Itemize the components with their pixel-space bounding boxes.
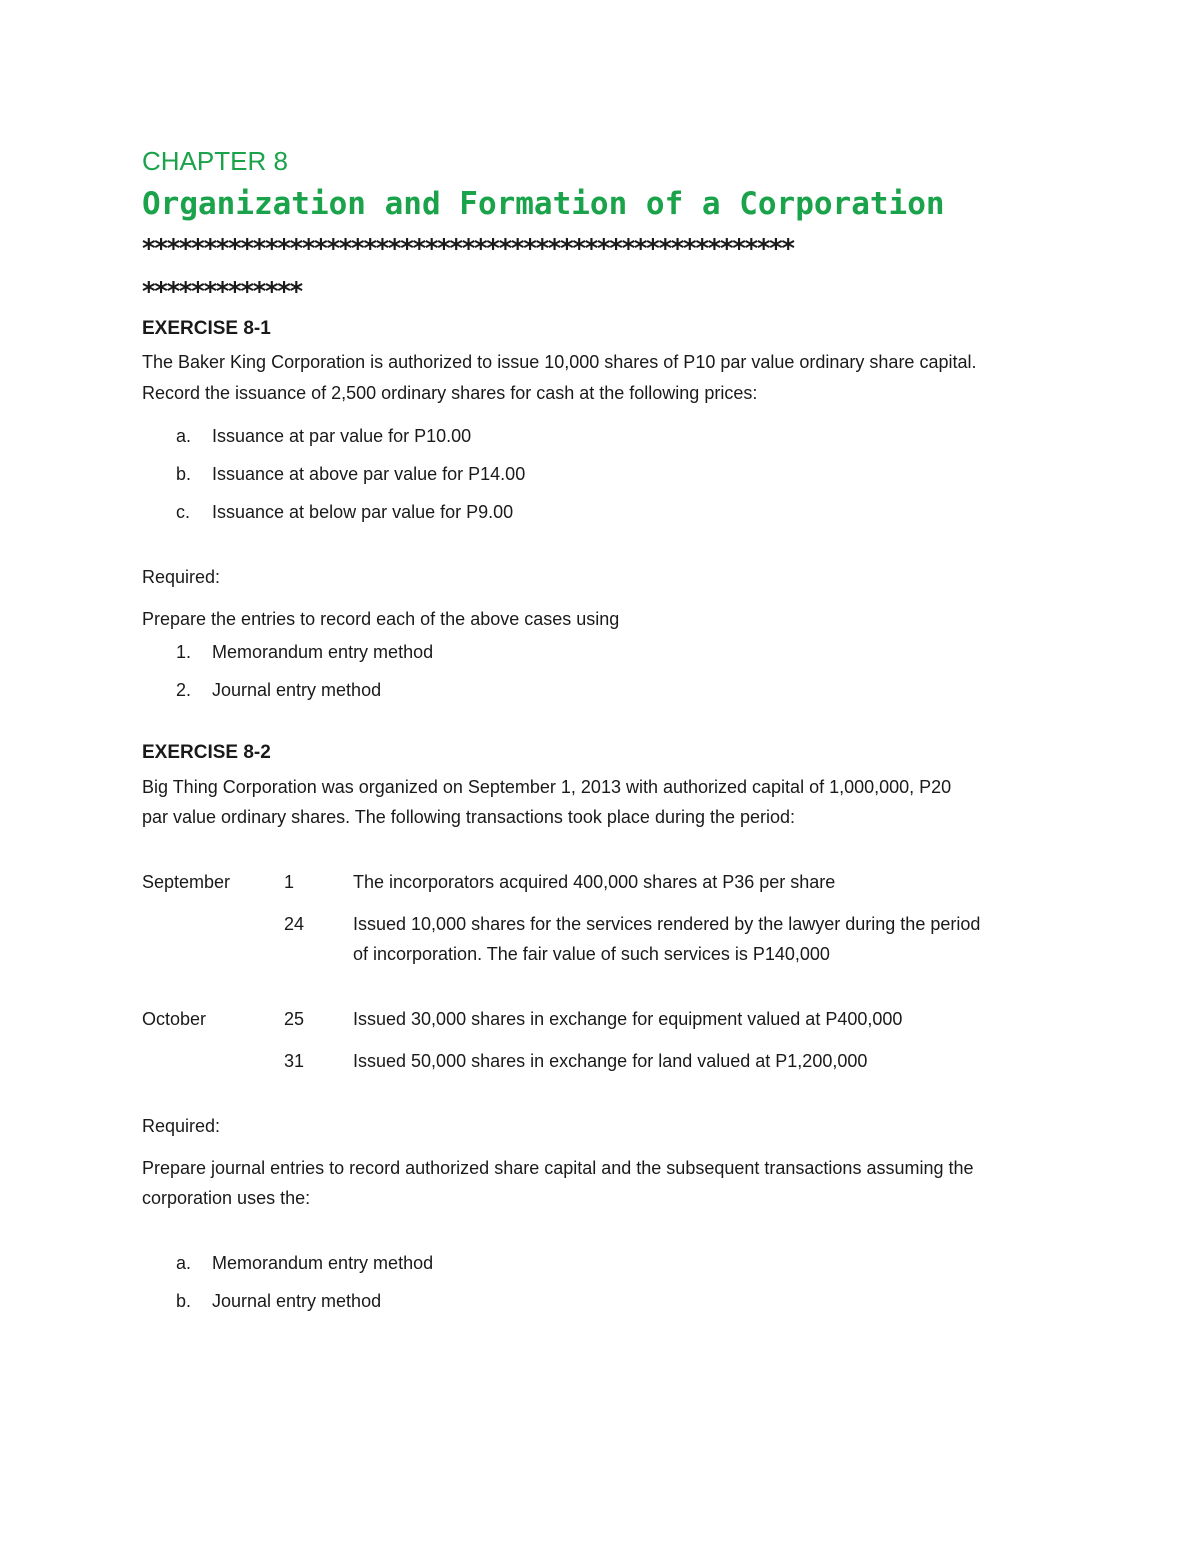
list-text: Issuance at par value for P10.00 bbox=[212, 426, 472, 446]
transaction-description: of incorporation. The fair value of such services is P140,000 bbox=[353, 944, 830, 964]
transaction-day: 31 bbox=[284, 1051, 305, 1071]
transaction-description: The incorporators acquired 400,000 shares at P36 per share bbox=[353, 872, 836, 892]
list-marker: 1. bbox=[176, 642, 192, 662]
list-marker: b. bbox=[176, 464, 192, 484]
exercise-intro: Big Thing Corporation was organized on September 1, 2013 with authorized capital of 1,000,000, P20 bbox=[142, 777, 952, 797]
list-marker: a. bbox=[176, 426, 192, 446]
star-divider: ************* bbox=[142, 277, 302, 307]
required-label: Required: bbox=[142, 1116, 221, 1136]
transaction-month: September bbox=[142, 872, 231, 892]
transaction-day: 1 bbox=[284, 872, 295, 892]
star-divider: ***************************************************** bbox=[142, 234, 794, 264]
required-text: corporation uses the: bbox=[142, 1188, 311, 1208]
required-label: Required: bbox=[142, 567, 221, 587]
transaction-description: Issued 30,000 shares in exchange for equipment valued at P400,000 bbox=[353, 1009, 903, 1029]
exercise-heading: EXERCISE 8-1 bbox=[142, 318, 271, 339]
list-text: Memorandum entry method bbox=[212, 1253, 434, 1273]
transaction-day: 25 bbox=[284, 1009, 305, 1029]
list-text: Issuance at above par value for P14.00 bbox=[212, 464, 526, 484]
list-text: Memorandum entry method bbox=[212, 642, 434, 662]
transaction-description: Issued 50,000 shares in exchange for land valued at P1,200,000 bbox=[353, 1051, 868, 1071]
exercise-heading: EXERCISE 8-2 bbox=[142, 742, 271, 763]
chapter-label: CHAPTER 8 bbox=[142, 146, 288, 176]
transaction-day: 24 bbox=[284, 914, 305, 934]
list-text: Journal entry method bbox=[212, 680, 382, 700]
exercise-intro: par value ordinary shares. The following transactions took place during the period: bbox=[142, 807, 796, 827]
list-marker: 2. bbox=[176, 680, 192, 700]
list-marker: a. bbox=[176, 1253, 192, 1273]
transaction-description: Issued 10,000 shares for the services rendered by the lawyer during the period bbox=[353, 914, 981, 934]
transaction-month: October bbox=[142, 1009, 207, 1029]
required-text: Prepare journal entries to record authorized share capital and the subsequent transactions assuming the bbox=[142, 1158, 974, 1178]
chapter-title: Organization and Formation of a Corporation bbox=[142, 186, 945, 222]
list-marker: b. bbox=[176, 1291, 192, 1311]
list-text: Issuance at below par value for P9.00 bbox=[212, 502, 514, 522]
list-text: Journal entry method bbox=[212, 1291, 382, 1311]
list-marker: c. bbox=[176, 502, 191, 522]
required-text: Prepare the entries to record each of the above cases using bbox=[142, 609, 620, 629]
exercise-intro: The Baker King Corporation is authorized to issue 10,000 shares of P10 par value ordinary share capital. bbox=[142, 352, 977, 372]
exercise-intro: Record the issuance of 2,500 ordinary shares for cash at the following prices: bbox=[142, 383, 758, 403]
